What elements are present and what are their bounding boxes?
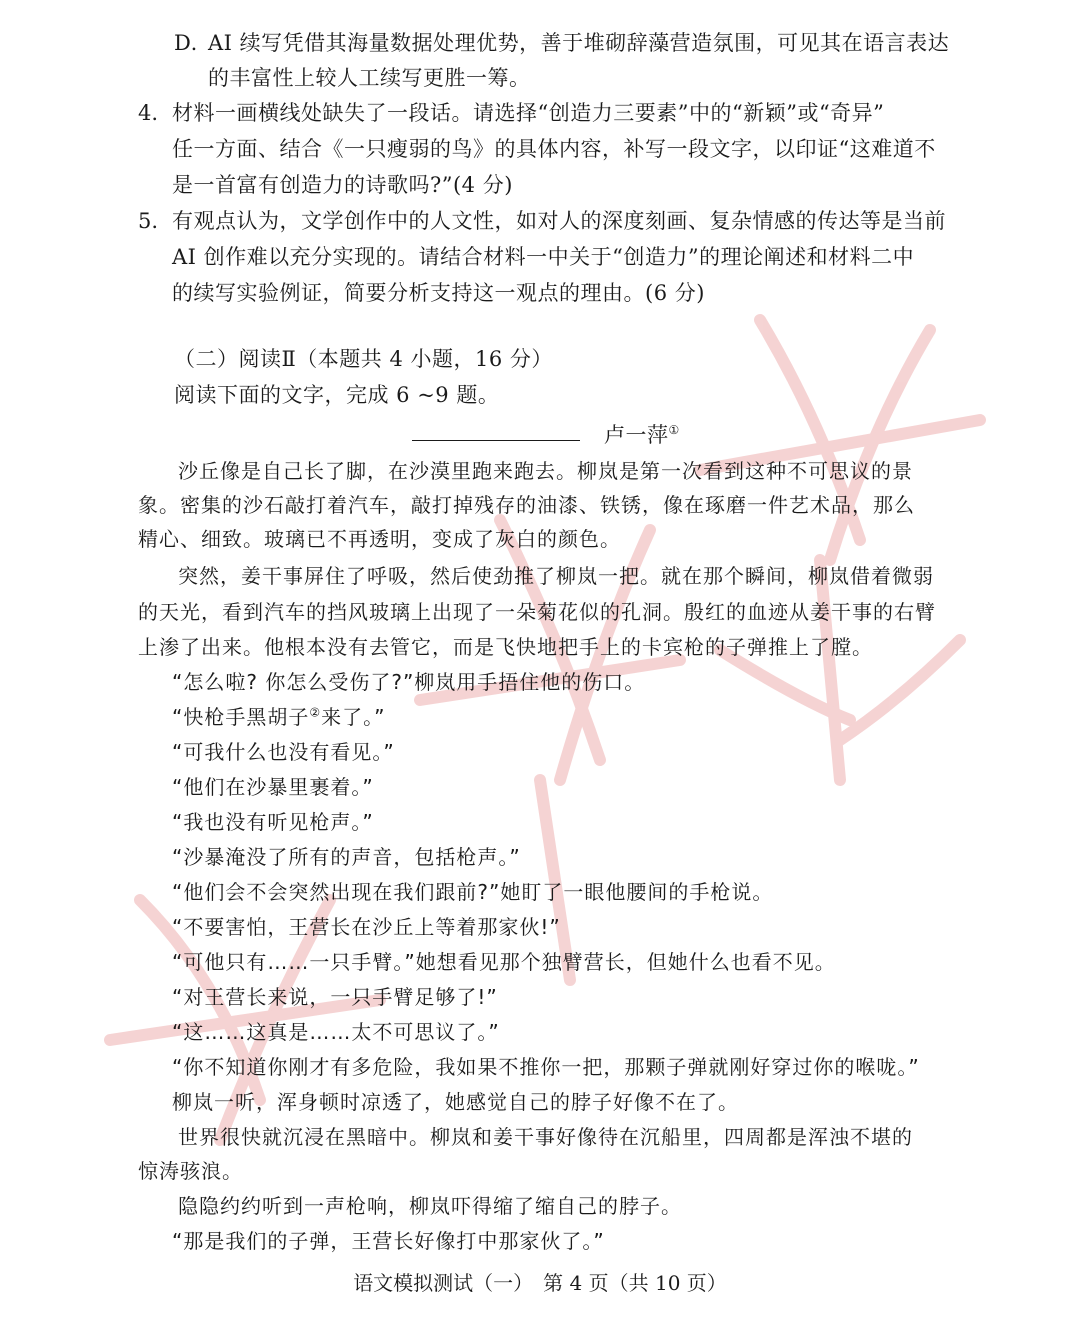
question-5-line-2: AI 创作难以充分实现的。请结合材料一中关于“创造力”的理论阐述和材料二中 <box>172 245 915 269</box>
dialogue-8: “不要害怕，王营长在沙丘上等着那家伙!” <box>172 915 561 939</box>
question-4-line-1: 材料一画横线处缺失了一段话。请选择“创造力三要素”中的“新颖”或“奇异” <box>172 101 885 125</box>
option-d-line-2: 的丰富性上较人工续写更胜一筹。 <box>208 66 531 90</box>
section-instruction: 阅读下面的文字，完成 6 ~9 题。 <box>174 383 500 407</box>
dialogue-2-b: 来了。” <box>321 705 386 729</box>
author-line <box>604 420 680 450</box>
story-p2-line-1: 突然，姜干事屏住了呼吸，然后使劲推了柳岚一把。就在那个瞬间，柳岚借着微弱 <box>178 564 934 588</box>
option-d-line-1: AI 续写凭借其海量数据处理优势，善于堆砌辞藻营造氛围，可见其在语言表达 <box>208 31 950 55</box>
dialogue-12: “你不知道你刚才有多危险，我如果不推你一把，那颗子弹就刚好穿过你的喉咙。” <box>172 1055 920 1079</box>
story-p2-line-2: 的天光，看到汽车的挡风玻璃上出现了一朵菊花似的孔洞。殷红的血迹从姜干事的右臂 <box>138 600 936 624</box>
dialogue-1: “怎么啦? 你怎么受伤了?”柳岚用手捂住他的伤口。 <box>172 670 646 694</box>
story-p1-line-1: 沙丘像是自己长了脚，在沙漠里跑来跑去。柳岚是第一次看到这种不可思议的景 <box>178 459 913 483</box>
dialogue-5: “我也没有听见枪声。” <box>172 810 374 834</box>
question-5-number: 5. <box>138 209 159 233</box>
question-5-line-1: 有观点认为，文学创作中的人文性，如对人的深度刻画、复杂情感的传达等是当前 <box>172 209 946 233</box>
story-p3-line-2: 惊涛骇浪。 <box>138 1159 243 1183</box>
dialogue-2-note-mark: ② <box>309 705 322 720</box>
dialogue-13: 柳岚一听，浑身顿时凉透了，她感觉自己的脖子好像不在了。 <box>172 1090 739 1114</box>
section-heading: （二）阅读Ⅱ（本题共 4 小题，16 分） <box>174 347 553 371</box>
question-4-line-2: 任一方面、结合《一只瘦弱的鸟》的具体内容，补写一段文字，以印证“这难道不 <box>172 137 936 161</box>
dialogue-2-a: “快枪手黑胡子 <box>172 705 310 729</box>
dialogue-6: “沙暴淹没了所有的声音，包括枪声。” <box>172 845 521 869</box>
dialogue-4: “他们在沙暴里裹着。” <box>172 775 374 799</box>
dialogue-2 <box>172 702 386 732</box>
dialogue-9: “可他只有……一只手臂。”她想看见那个独臂营长，但她什么也看不见。 <box>172 950 836 974</box>
option-d-label: D. <box>174 31 198 55</box>
story-p2-line-3: 上渗了出来。他根本没有去管它，而是飞快地把手上的卡宾枪的子弹推上了膛。 <box>138 635 873 659</box>
story-p1-line-2: 象。密集的沙石敲打着汽车，敲打掉残存的油漆、铁锈，像在琢磨一件艺术品，那么 <box>138 493 915 517</box>
question-4-number: 4. <box>138 101 159 125</box>
question-5-line-3: 的续写实验例证，简要分析支持这一观点的理由。(6 分) <box>172 281 705 305</box>
dialogue-3: “可我什么也没有看见。” <box>172 740 395 764</box>
title-blank-line <box>412 440 580 441</box>
dialogue-11: “这……这真是……太不可思议了。” <box>172 1020 500 1044</box>
story-line-gunshot: 隐隐约约听到一声枪响，柳岚吓得缩了缩自己的脖子。 <box>178 1194 682 1218</box>
dialogue-15: “那是我们的子弹，王营长好像打中那家伙了。” <box>172 1229 605 1253</box>
dialogue-7: “他们会不会突然出现在我们跟前?”她盯了一眼他腰间的手枪说。 <box>172 880 774 904</box>
story-p1-line-3: 精心、细致。玻璃已不再透明，变成了灰白的颜色。 <box>138 527 621 551</box>
page-footer: 语文模拟测试（一） 第 4 页（共 10 页） <box>353 1271 727 1295</box>
author-note-mark: ① <box>668 423 680 437</box>
story-p3-line-1: 世界很快就沉浸在黑暗中。柳岚和姜干事好像待在沉船里，四周都是浑浊不堪的 <box>178 1125 913 1149</box>
author-name: 卢一萍 <box>604 423 669 447</box>
question-4-line-3: 是一首富有创造力的诗歌吗?”(4 分) <box>172 173 513 197</box>
dialogue-10: “对王营长来说，一只手臂足够了!” <box>172 985 498 1009</box>
